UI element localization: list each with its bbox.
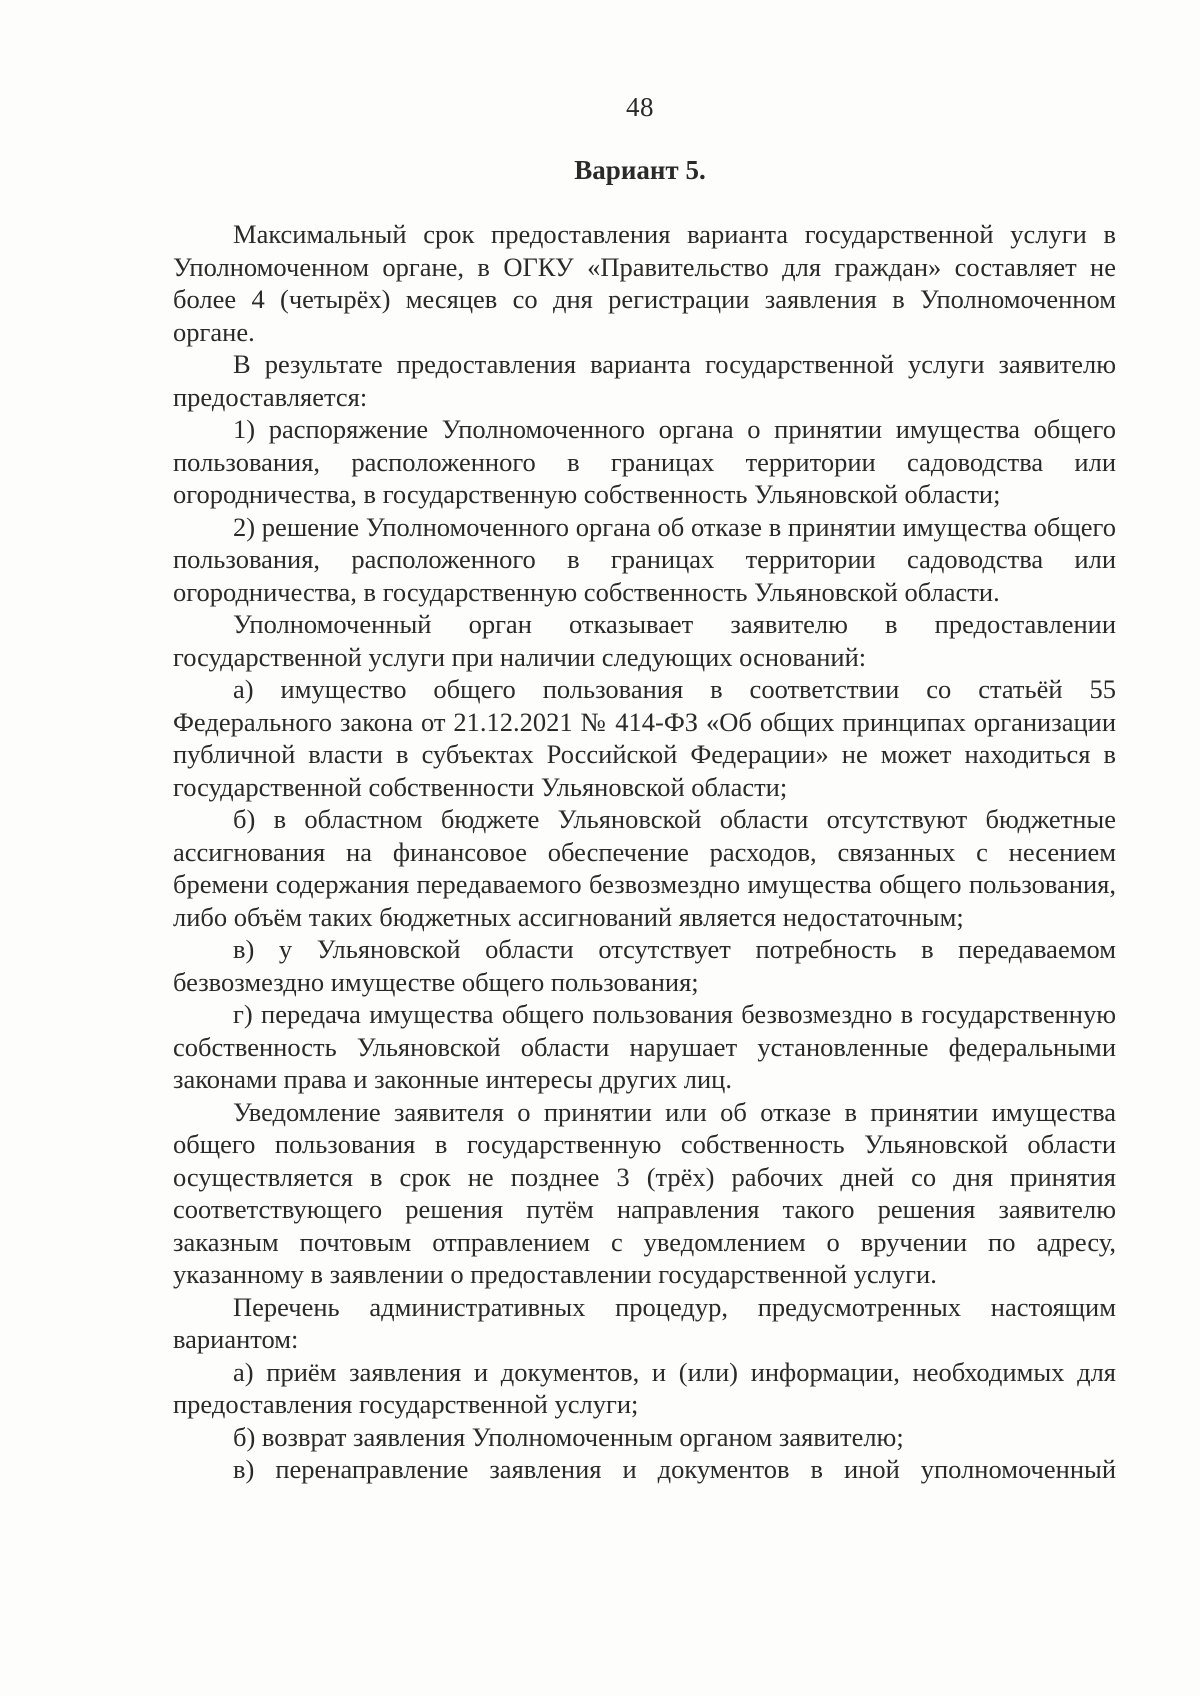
list-item-ground-g: г) передача имущества общего пользования безвозмездно в государственную собственность Ульяновской области нарушает установленные федеральными законами права и законные интересы других лиц. bbox=[173, 999, 1116, 1094]
page-number: 48 bbox=[626, 92, 654, 122]
paragraph-procedures: Перечень административных процедур, предусмотренных настоящим вариантом: bbox=[173, 1291, 1116, 1354]
paragraph-result: В результате предоставления варианта государственной услуги заявителю предоставляется: bbox=[173, 349, 1116, 412]
paragraph-notification: Уведомление заявителя о принятии или об отказе в принятии имущества общего пользования в государственную собственность Ульяновской области осуществляется в срок не позднее 3 (трёх) рабочих дней со дня принятия соответствующего решения путём направления такого решения заявителю заказным почтовым отправлением с уведомлением о вручении по адресу, указанному в заявлении о предоставлении государственной услуги. bbox=[173, 1096, 1116, 1289]
paragraph-refusal-grounds: Уполномоченный орган отказывает заявителю в предоставлении государственной услуги при наличии следующих оснований: bbox=[173, 609, 1116, 672]
section-title: Вариант 5. bbox=[574, 155, 706, 185]
list-item-procedure-b: б) возврат заявления Уполномоченным органом заявителю; bbox=[233, 1421, 904, 1452]
paragraph-max-term: Максимальный срок предоставления варианта государственной услуги в Уполномоченном органе, в ОГКУ «Правительство для граждан» составляет не более 4 (четырёх) месяцев со дня регистрации заявления в Уполномоченном органе. bbox=[173, 219, 1116, 347]
list-item-ground-v: в) у Ульяновской области отсутствует потребность в передаваемом безвозмездно имуществе общего пользования; bbox=[173, 934, 1116, 997]
document-body bbox=[173, 218, 1116, 1486]
list-item-result-1: 1) распоряжение Уполномоченного органа о принятии имущества общего пользования, расположенного в границах территории садоводства или огородничества, в государственную собственность Ульяновской области; bbox=[173, 414, 1116, 509]
list-item-ground-b: б) в областном бюджете Ульяновской области отсутствуют бюджетные ассигнования на финансовое обеспечение расходов, связанных с несением бремени содержания передаваемого безвозмездно имущества общего пользования, либо объём таких бюджетных ассигнований является недостаточным; bbox=[173, 804, 1116, 932]
list-item-procedure-v: в) перенаправление заявления и документов в иной уполномоченный bbox=[233, 1454, 1116, 1484]
list-item-procedure-a: а) приём заявления и документов, и (или) информации, необходимых для предоставления государственной услуги; bbox=[173, 1356, 1116, 1419]
list-item-result-2: 2) решение Уполномоченного органа об отказе в принятии имущества общего пользования, расположенного в границах территории садоводства или огородничества, в государственную собственность Ульяновской области. bbox=[173, 511, 1116, 607]
list-item-ground-a: а) имущество общего пользования в соответствии со статьёй 55 Федерального закона от 21.12.2021 № 414-ФЗ «Об общих принципах организации публичной власти в субъектах Российской Федерации» не может находиться в государственной собственности Ульяновской области; bbox=[173, 674, 1116, 802]
